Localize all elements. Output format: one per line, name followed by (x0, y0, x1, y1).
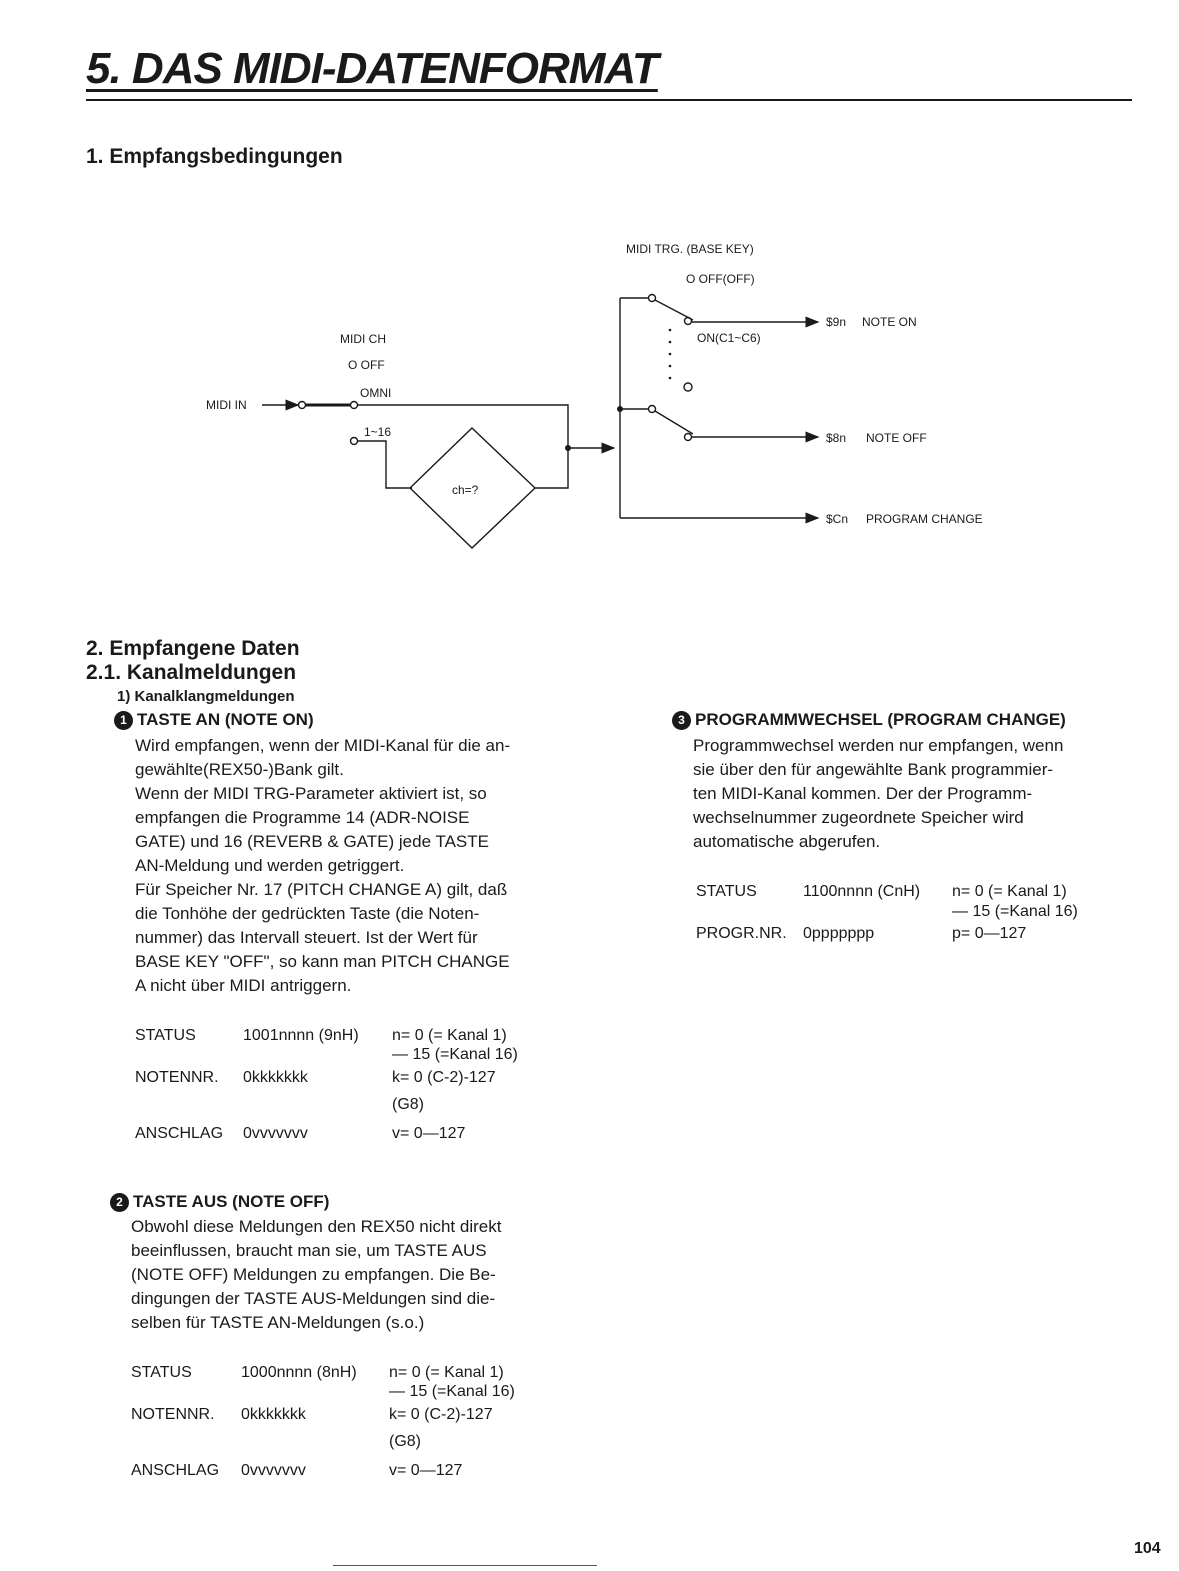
trg-off-label: O OFF(OFF) (686, 272, 755, 286)
trg-on-contact (685, 318, 692, 325)
program-number-range: p= 0—127 (952, 925, 1027, 942)
junction-dot (565, 445, 571, 451)
text-line: wechselnummer zugeordnete Speicher wird (693, 808, 1024, 827)
text-line: Wird empfangen, wenn der MIDI-Kanal für die an- (135, 736, 511, 755)
midi-ch-label: MIDI CH (340, 332, 386, 346)
note-off-velocity-label: ANSCHLAG (131, 1462, 220, 1479)
trg-off-contact (649, 295, 656, 302)
midi-trg-label: MIDI TRG. (BASE KEY) (626, 242, 754, 256)
program-change-label: PROGRAM CHANGE (866, 512, 983, 526)
text-line: Obwohl diese Meldungen den REX50 nicht direkt (131, 1217, 502, 1236)
program-change-title: PROGRAMMWECHSEL (PROGRAM CHANGE) (695, 710, 1066, 729)
note-on-status-bits: 1001nnnn (9nH) (243, 1027, 359, 1044)
note-on-label: NOTE ON (862, 315, 917, 329)
program-change-body (693, 734, 1143, 854)
program-change-status-label: STATUS (696, 883, 757, 900)
text-line: A nicht über MIDI antriggern. (135, 976, 352, 995)
switch-contact (299, 402, 306, 409)
note-off-note-label: NOTENNR. (131, 1406, 215, 1423)
number-badge: 2 (110, 1193, 129, 1212)
junction-dot-2 (617, 406, 623, 412)
section-heading-empfangene-daten: 2. Empfangene Daten (86, 637, 300, 660)
number-badge: 3 (672, 711, 691, 730)
text-line: sie über den für angewählte Bank programmier- (693, 760, 1054, 779)
note-on-velocity-range: v= 0—127 (392, 1125, 466, 1142)
note-on-note-bits: 0kkkkkkk (243, 1069, 308, 1086)
trg-on-contact-2 (685, 434, 692, 441)
section-heading-kanalmeldungen: 2.1. Kanalmeldungen (86, 661, 297, 684)
note-off-heading (110, 1192, 329, 1212)
decision-line (535, 448, 568, 488)
text-line: (NOTE OFF) Meldungen zu empfangen. Die Be- (131, 1265, 496, 1284)
dotted-line (669, 329, 672, 380)
note-off-status-range: n= 0 (= Kanal 1) (389, 1364, 504, 1381)
trg-on-label: ON(C1~C6) (697, 331, 761, 345)
note-off-title: TASTE AUS (NOTE OFF) (133, 1192, 330, 1211)
text-line: AN-Meldung und werden getriggert. (135, 856, 405, 875)
section-heading-kanalklangmeldungen: 1) Kanalklangmeldungen (117, 688, 295, 705)
note-on-status-label: STATUS (135, 1027, 196, 1044)
note-off-code: $8n (826, 431, 847, 445)
note-on-note-range-2: (G8) (392, 1096, 424, 1113)
note-off-note-range-2: (G8) (389, 1433, 421, 1450)
note-off-body (131, 1215, 581, 1335)
note-on-note-label: NOTENNR. (135, 1069, 219, 1086)
note-on-heading (114, 710, 314, 730)
program-change-status-range-2: — 15 (=Kanal 16) (952, 903, 1078, 920)
note-off-label: NOTE OFF (866, 431, 927, 445)
note-on-title: TASTE AN (NOTE ON) (137, 710, 314, 729)
page-number: 104 (1134, 1540, 1161, 1557)
text-line: empfangen die Programme 14 (ADR-NOISE (135, 808, 470, 827)
text-line: die Tonhöhe der gedrückten Taste (die Noten- (135, 904, 480, 923)
note-on-status-range-2: — 15 (=Kanal 16) (392, 1046, 518, 1063)
program-change-status-bits: 1100nnnn (CnH) (803, 883, 921, 900)
program-change-status-range: n= 0 (= Kanal 1) (952, 883, 1067, 900)
channel-line (358, 441, 412, 488)
note-off-note-bits: 0kkkkkkk (241, 1406, 306, 1423)
bottom-rule (333, 1565, 597, 1566)
page-title: 5. DAS MIDI-DATENFORMAT (86, 44, 658, 93)
note-on-velocity-label: ANSCHLAG (135, 1125, 224, 1142)
number-badge: 1 (114, 711, 133, 730)
channel-contact (351, 438, 358, 445)
off-label: O OFF (348, 358, 385, 372)
section-heading-empfangsbedingungen: 1. Empfangsbedingungen (86, 145, 343, 168)
program-change-code: $Cn (826, 512, 849, 526)
note-off-status-range-2: — 15 (=Kanal 16) (389, 1383, 515, 1400)
note-off-velocity-range: v= 0—127 (389, 1462, 463, 1479)
text-line: automatische abgerufen. (693, 832, 881, 851)
text-line: dingungen der TASTE AUS-Meldungen sind die- (131, 1289, 496, 1308)
note-off-status-label: STATUS (131, 1364, 192, 1381)
note-off-velocity-bits: 0vvvvvvv (241, 1462, 306, 1479)
text-line: gewählte(REX50-)Bank gilt. (135, 760, 344, 779)
text-line: GATE) und 16 (REVERB & GATE) jede TASTE (135, 832, 489, 851)
channel-range-label: 1~16 (364, 425, 392, 439)
text-line: beeinflussen, braucht man sie, um TASTE AUS (131, 1241, 487, 1260)
omni-label: OMNI (360, 386, 392, 400)
text-line: nummer) das Intervall steuert. Ist der Wert für (135, 928, 478, 947)
note-off-status-bits: 1000nnnn (8nH) (241, 1364, 357, 1381)
text-line: BASE KEY "OFF", so kann man PITCH CHANGE (135, 952, 510, 971)
reception-diagram (0, 0, 1179, 600)
note-on-code: $9n (826, 315, 847, 329)
program-number-bits: 0ppppppp (803, 925, 875, 942)
program-change-heading (672, 710, 1066, 730)
text-line: ten MIDI-Kanal kommen. Der der Programm- (693, 784, 1033, 803)
note-on-status-range: n= 0 (= Kanal 1) (392, 1027, 507, 1044)
decision-label: ch=? (452, 483, 479, 497)
text-line: Programmwechsel werden nur empfangen, wenn (693, 736, 1064, 755)
note-on-body (135, 734, 585, 998)
omni-contact (351, 402, 358, 409)
program-number-label: PROGR.NR. (696, 925, 787, 942)
trg-lever-2 (655, 411, 693, 434)
trg-o-contact (684, 383, 692, 391)
note-on-note-range: k= 0 (C-2)-127 (392, 1069, 496, 1086)
note-on-velocity-bits: 0vvvvvvv (243, 1125, 308, 1142)
trg-off-contact-2 (649, 406, 656, 413)
note-off-note-range: k= 0 (C-2)-127 (389, 1406, 493, 1423)
text-line: Für Speicher Nr. 17 (PITCH CHANGE A) gilt, daß (135, 880, 508, 899)
text-line: Wenn der MIDI TRG-Parameter aktiviert ist, so (135, 784, 487, 803)
text-line: selben für TASTE AN-Meldungen (s.o.) (131, 1313, 425, 1332)
midi-in-label: MIDI IN (206, 398, 247, 412)
